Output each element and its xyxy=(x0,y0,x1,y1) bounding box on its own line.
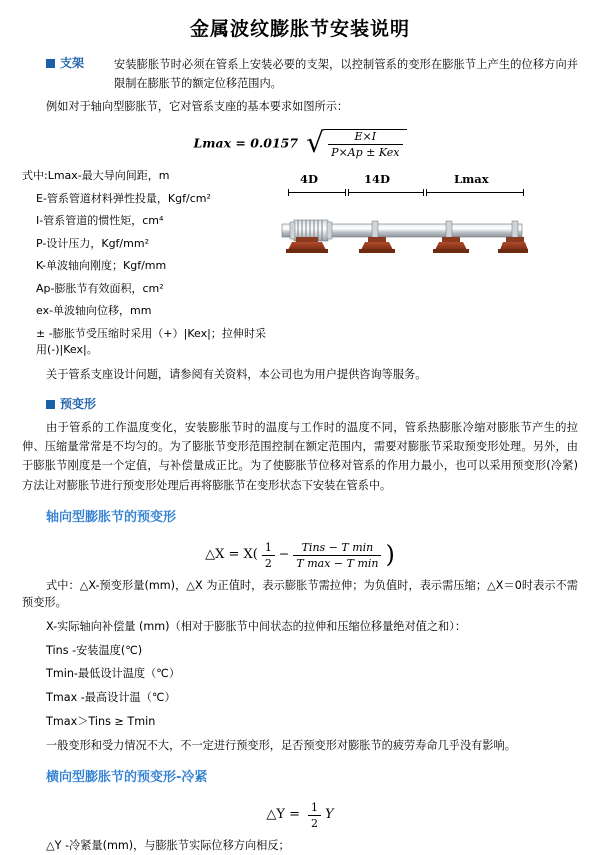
axial-line: 式中：△X-预变形量(mm)，△X 为正值时，表示膨胀节需拉伸；为负值时，表示需压缩；△X＝0时表示不需预变形。 xyxy=(22,579,578,610)
formula-axial-predeform xyxy=(22,539,578,570)
page-title: 金属波纹膨胀节安装说明 xyxy=(189,18,410,40)
formula-lmax-denominator: P×Ap ± Kex xyxy=(331,146,400,160)
formula-axial-rparen: ) xyxy=(385,540,395,569)
axial-line: Tmin-最低设计温度（℃） xyxy=(46,667,181,681)
legend-and-figure-row xyxy=(22,168,578,365)
section-heading-predeform-label: 预变形 xyxy=(60,397,97,412)
formula-axial-half-den: 2 xyxy=(264,557,272,571)
formula-lateral-predeform xyxy=(22,799,578,830)
axial-line: Tmax＞Tins ≥ Tmin xyxy=(46,715,156,729)
legend-item: ± -膨胀节受压缩时采用（+）|Kex|；拉伸时采用(-)|Kex|。 xyxy=(36,326,266,357)
formula-lmax xyxy=(22,124,578,162)
predeform-paragraph-1: 由于管系的工作温度变化，安装膨胀节时的温度与工作时的温度不同，管系热膨胀冷缩对膨胀节产生的拉伸、压缩量常常是不均匀的。为了膨胀节变形范围控制在额定范围内，需要对膨胀节采取预变形处理。另外，由于膨胀节刚度是一个定值，与补偿量成正比。为了使膨胀节位移对管系的作用力最小，也可以采用预变形(冷紧)方法让对膨胀节进行预变形处理后再将膨胀节在变形状态下安装在管系中。 xyxy=(22,420,578,492)
dimension-line-4d xyxy=(288,192,346,193)
axial-line: 一般变形和受力情况不大，不一定进行预变形，足否预变形对膨胀节的疲劳寿命几乎没有影响。 xyxy=(46,738,516,752)
formula-axial-half-num: 1 xyxy=(262,541,275,556)
formula-lmax-fraction xyxy=(324,129,406,159)
section-heading-predeform xyxy=(22,394,578,415)
support-paragraph-2: 例如对于轴向型膨胀节，它对管系支座的基本要求如图所示： xyxy=(46,100,349,114)
legend-item: I-管系管道的惯性矩，cm⁴ xyxy=(36,214,164,228)
formula-axial-half xyxy=(258,541,279,570)
formula-lmax-lhs: Lmax = 0.0157 xyxy=(193,135,299,151)
formula-lmax-body xyxy=(185,124,414,162)
formula-axial-lhs: △X = X( xyxy=(205,547,258,563)
sqrt-sign-icon: √ xyxy=(306,126,325,160)
expansion-joint-diagram-icon xyxy=(276,198,528,270)
subheading-lateral-predeform: 横向型膨胀节的预变形-冷紧 xyxy=(46,769,208,785)
legend-item: E-管系管道材料弹性投量，Kgf/cm² xyxy=(36,191,211,205)
legend-item: K-单波轴向刚度；Kgf/mm xyxy=(36,259,167,273)
legend-item: ex-单波轴向位移，mm xyxy=(36,304,152,318)
axial-line: Tmax -最高设计温（℃） xyxy=(46,691,176,705)
sqrt-icon xyxy=(306,127,406,159)
legend-block xyxy=(22,168,266,365)
support-design-note: 关于管系支座设计问题，请参阅有关资料，本公司也为用户提供咨询等服务。 xyxy=(46,367,427,381)
subheading-axial-predeform: 轴向型膨胀节的预变形 xyxy=(46,509,177,525)
formula-lateral-num: 1 xyxy=(308,801,321,816)
formula-axial-minus: − xyxy=(278,546,290,562)
formula-lateral-rhs: Y xyxy=(325,806,334,822)
figure-label-lmax: Lmax xyxy=(454,172,489,187)
piping-figure xyxy=(276,168,578,270)
legend-item: 式中:Lmax-最大导向间距，m xyxy=(22,169,170,183)
blue-square-bullet-icon xyxy=(46,59,55,68)
formula-axial-temp-fraction xyxy=(289,541,385,570)
formula-lateral-lhs: △Y = xyxy=(266,806,301,822)
figure-labels xyxy=(286,172,578,188)
axial-line: Tins -安装温度(℃) xyxy=(46,643,143,657)
figure-label-14d: 14D xyxy=(364,172,390,187)
figure-dimension-lines xyxy=(286,188,578,198)
legend-item: Ap-膨胀节有效面积，cm² xyxy=(36,281,164,295)
formula-axial-temp-den: T max − T min xyxy=(296,557,379,571)
dimension-line-lmax xyxy=(426,192,524,193)
formula-lmax-numerator: E×I xyxy=(328,130,402,145)
legend-item: P-设计压力，Kgf/mm² xyxy=(36,236,149,250)
section-heading-support-label: 支架 xyxy=(60,56,85,70)
formula-lateral-half xyxy=(304,801,325,830)
formula-lateral-den: 2 xyxy=(311,816,318,830)
support-paragraph-1-text: 安装膨胀节时必须在管系上安装必要的支架，以控制管系的变形在膨胀节上产生的位移方向并限制在膨胀节的额定位移范围内。 xyxy=(114,57,578,90)
formula-axial-temp-num: Tins − T min xyxy=(293,541,381,556)
document-page xyxy=(0,14,600,852)
axial-line: X-实际轴向补偿量 (mm)（相对于膨胀节中间状态的拉伸和压缩位移量绝对值之和）： xyxy=(46,619,467,633)
blue-square-bullet-icon xyxy=(46,400,55,409)
support-paragraph-1 xyxy=(22,55,578,94)
figure-label-4d: 4D xyxy=(300,172,318,187)
lateral-line: △Y -冷紧量(mm)，与膨胀节实际位移方向相反； xyxy=(46,838,290,852)
dimension-line-14d xyxy=(348,192,424,193)
